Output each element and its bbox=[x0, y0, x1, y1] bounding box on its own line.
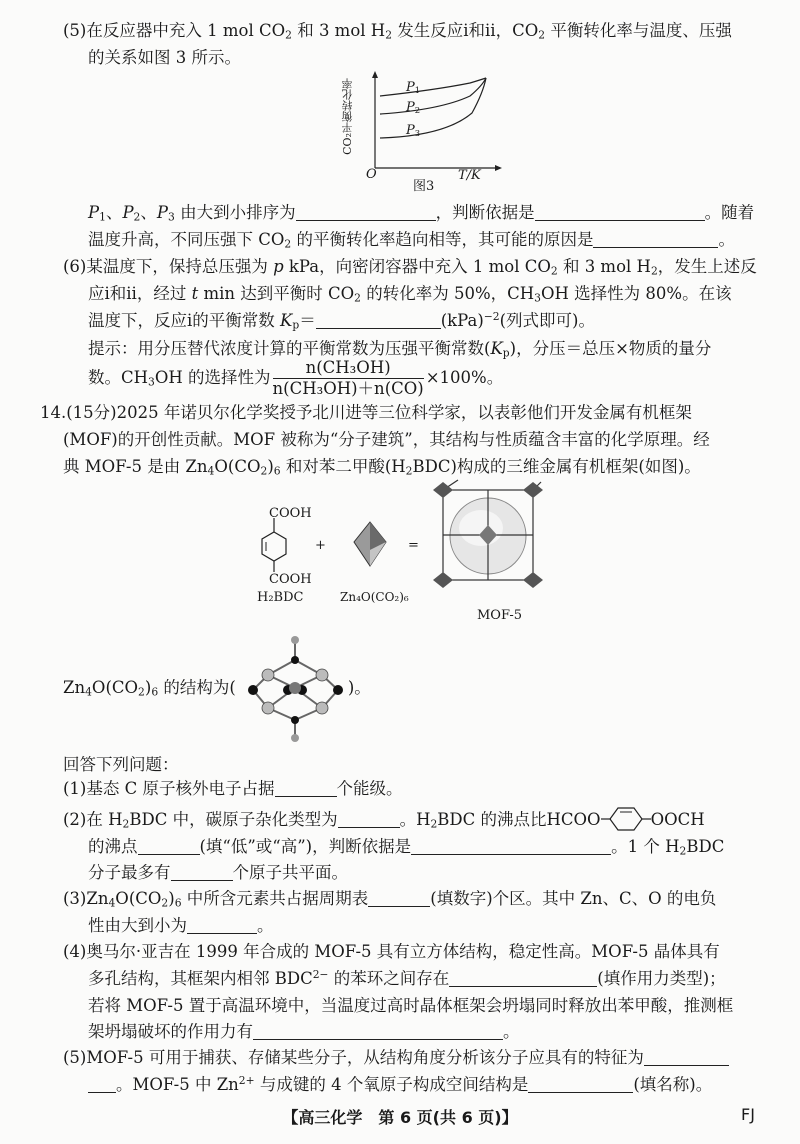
blank[interactable] bbox=[138, 836, 200, 855]
blank[interactable] bbox=[296, 202, 436, 221]
plus-sign: + bbox=[315, 538, 326, 553]
zn-cluster-icon bbox=[350, 520, 390, 570]
selectivity-fraction: $\frac{\text{n(CH₃OH)}}{\text{n(CH₃OH)＋n(CO)}}$ bbox=[272, 358, 424, 398]
page-footer: 【高三化学 第 6 页(共 6 页)】 bbox=[282, 1108, 518, 1127]
q14-q4-line4: 架坍塌破坏的作用力有 。 bbox=[88, 1022, 520, 1041]
answer-title: 回答下列问题： bbox=[63, 755, 179, 774]
blank[interactable] bbox=[171, 862, 233, 881]
blank[interactable] bbox=[88, 1074, 116, 1093]
q14-q4-line2: 多孔结构，其框架内相邻 $BDC^{2-}$ 的苯环之间存在 (填作用力类型)； bbox=[88, 968, 726, 988]
blank[interactable] bbox=[411, 836, 611, 855]
q14-q2-line2: 的沸点 (填“低”或“高”)，判断依据是 。1 个 $H_2BDC$ bbox=[88, 837, 725, 858]
zn4o-structure bbox=[238, 630, 353, 745]
blank[interactable] bbox=[449, 968, 597, 987]
blank[interactable] bbox=[368, 888, 430, 907]
mof5-label: MOF-5 bbox=[477, 608, 523, 623]
q13-p6-line1: (6)某温度下，保持总压强为 p kPa，向密闭容器中充入 1 mol $CO_2$ 和 3 mol $H_2$，发生上述反 bbox=[63, 257, 757, 278]
q13-p5-question2: 温度升高，不同压强下 $CO_2$ 的平衡转化率趋向相等，其可能的原因是 。 bbox=[88, 230, 735, 251]
blank[interactable] bbox=[187, 915, 257, 934]
blank[interactable] bbox=[275, 778, 337, 797]
q14-q3-line2: 性由大到小为 。 bbox=[88, 916, 274, 935]
footer-code: FJ bbox=[741, 1105, 755, 1124]
blank[interactable] bbox=[338, 809, 400, 828]
q14-q4-line1: (4)奥马尔·亚吉在 1999 年合成的 MOF-5 具有立方体结构，稳定性高。MOF-5 晶体具有 bbox=[63, 942, 720, 961]
fig3-p1: $P_1$ bbox=[406, 80, 421, 96]
benzene-ring-icon bbox=[601, 806, 651, 832]
equals-sign: = bbox=[408, 538, 419, 553]
zn-label: Zn₄O(CO₂)₆ bbox=[340, 590, 409, 604]
blank[interactable] bbox=[535, 202, 705, 221]
q14-q4-line3: 若将 MOF-5 置于高温环境中，当温度过高时晶体框架会坍塌同时释放出苯甲酸，推测框 bbox=[88, 996, 734, 1015]
fig3-xlabel: T/K bbox=[458, 168, 481, 183]
cooh-bottom: COOH bbox=[269, 572, 312, 587]
fig3-p3: $P_3$ bbox=[406, 123, 421, 139]
q13-p5-line2: 的关系如图 3 所示。 bbox=[88, 48, 241, 67]
q13-hint-line1: 提示：用分压替代浓度计算的平衡常数为压强平衡常数$(K_p)$，分压＝总压×物质的量分 bbox=[88, 339, 712, 360]
fig3-ylabel: CO₂平衡转化率 bbox=[341, 78, 354, 155]
blank[interactable] bbox=[528, 1074, 633, 1093]
q13-p6-line2: 应ⅰ和ⅱ，经过 t min 达到平衡时 $CO_2$ 的转化率为 50%，$CH_3OH$ 选择性为 80%。在该 bbox=[88, 284, 732, 305]
q14-q3-line1: $(3)Zn_4O(CO_2)_6$ 中所含元素共占据周期表 (填数字)个区。其中 Zn、C、O 的电负 bbox=[63, 889, 717, 910]
mof5-framework bbox=[433, 478, 543, 593]
q13-p6-line3: 温度下，反应ⅰ的平衡常数 $K_p= (kPa)^{-2}$(列式即可)。 bbox=[88, 310, 595, 332]
blank[interactable] bbox=[644, 1047, 729, 1066]
q14-q2-line3: 分子最多有 个原子共平面。 bbox=[88, 863, 348, 882]
q14-intro-line2: (MOF)的开创性贡献。MOF 被称为“分子建筑”，其结构与性质蕴含丰富的化学原理。经 bbox=[63, 430, 710, 449]
q14-q5-line1: (5)MOF-5 可用于捕获、存储某些分子，从结构角度分析该分子应具有的特征为 bbox=[63, 1045, 729, 1071]
blank[interactable] bbox=[593, 229, 718, 248]
q13-p5-question: $P_1$、$P_2$、$P_3$ 由大到小排序为 ，判断依据是 。随着 bbox=[88, 203, 755, 224]
q14-intro-line3: 典 MOF-5 是由 $Zn_4O(CO_2)_6$ 和对苯二甲酸$(H_2BDC)$构成的三维金属有机框架(如图)。 bbox=[63, 457, 701, 478]
q13-p5-line1: (5)在反应器中充入 1 mol $CO_2$ 和 3 mol $H_2$ 发生反应ⅰ和ⅱ，$CO_2$ 平衡转化率与温度、压强 bbox=[63, 21, 732, 42]
struct-line: $Zn_4O(CO_2)_6$ 的结构为( )。 bbox=[63, 678, 371, 699]
blank[interactable] bbox=[316, 310, 441, 329]
q14-intro-line1: 14.(15分)2025 年诺贝尔化学奖授予北川进等三位科学家，以表彰他们开发金属有机框架 bbox=[40, 403, 692, 422]
h2bdc-label: H₂BDC bbox=[257, 590, 304, 605]
fig3-caption: 图3 bbox=[413, 179, 435, 194]
q14-q5-line2: 。MOF-5 中 $Zn^{2+}$ 与成键的 4 个氧原子构成空间结构是 (填名称)。 bbox=[88, 1072, 712, 1098]
q13-hint-line2: 数。$CH_3OH$ 的选择性为 $\frac{\text{n(CH₃OH)}}{\text{n(CH₃OH)＋n(CO)}}$ ×100%。 bbox=[88, 358, 504, 398]
blank[interactable] bbox=[253, 1021, 503, 1040]
fig3-p2: $P_2$ bbox=[406, 100, 421, 116]
q14-q2-line1: (2)在 $H_2BDC$ 中，碳原子杂化类型为 。$H_2BDC$ 的沸点比HCOO OOCH bbox=[63, 806, 705, 833]
cooh-top: COOH bbox=[269, 506, 312, 521]
fig3-origin: O bbox=[366, 167, 377, 182]
mof-figure bbox=[255, 490, 545, 630]
q14-q1: (1)基态 C 原子核外电子占据 个能级。 bbox=[63, 779, 403, 798]
